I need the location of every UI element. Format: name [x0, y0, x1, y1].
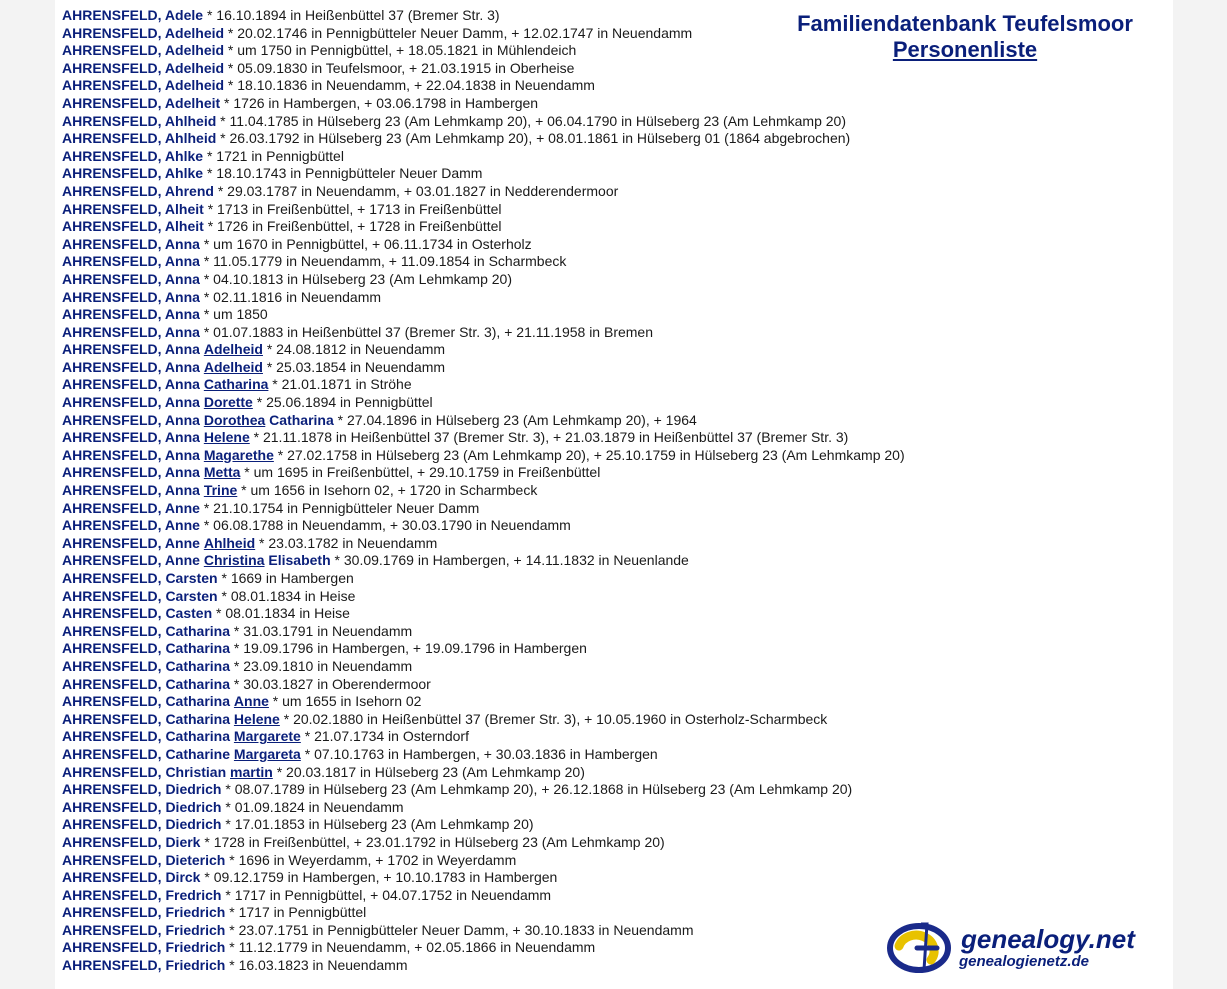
list-item — [62, 922, 962, 940]
person-name: AHRENSFELD, Anne — [62, 517, 200, 534]
list-item — [62, 640, 962, 658]
list-item — [62, 939, 962, 957]
person-name: AHRENSFELD, Adelheit — [62, 94, 221, 111]
extra-given-name: Catharina — [269, 411, 334, 428]
list-item — [62, 852, 962, 870]
person-name: AHRENSFELD, Catharina — [62, 728, 231, 745]
list-item — [62, 376, 962, 394]
person-name: AHRENSFELD, Anna — [62, 306, 200, 323]
person-name: AHRENSFELD, Casten — [62, 605, 213, 622]
life-data: * 1726 in Freißenbüttel, + 1728 in Freißenbüttel — [203, 218, 502, 235]
given-name-link[interactable]: Christina — [203, 552, 265, 569]
life-data: * 08.07.1789 in Hülseberg 23 (Am Lehmkamp 20), + 26.12.1868 in Hülseberg 23 (Am Lehmkamp 20) — [221, 781, 853, 798]
list-item — [62, 517, 962, 535]
person-name: AHRENSFELD, Ahlheid — [62, 130, 217, 147]
given-name-link[interactable]: Adelheid — [203, 358, 263, 375]
life-data: * um 1670 in Pennigbüttel, + 06.11.1734 in Osterholz — [199, 235, 532, 252]
list-item — [62, 289, 962, 307]
person-name: AHRENSFELD, Anne — [62, 499, 200, 516]
person-name: AHRENSFELD, Anne — [62, 534, 200, 551]
list-item — [62, 834, 962, 852]
list-item — [62, 676, 962, 694]
list-item — [62, 113, 962, 131]
life-data: * 1721 in Pennigbüttel — [203, 147, 344, 164]
list-item — [62, 957, 962, 975]
life-data: * 20.02.1880 in Heißenbüttel 37 (Bremer Str. 3), + 10.05.1960 in Osterholz-Scharmbeck — [279, 710, 828, 727]
given-name-link[interactable]: Dorothea — [203, 411, 266, 428]
person-name: AHRENSFELD, Catharina — [62, 693, 231, 710]
list-item — [62, 359, 962, 377]
given-name-link[interactable]: Margarete — [233, 728, 301, 745]
person-name: AHRENSFELD, Catharina — [62, 622, 231, 639]
life-data: * 01.07.1883 in Heißenbüttel 37 (Bremer Str. 3), + 21.11.1958 in Bremen — [199, 323, 654, 340]
genealogy-logo-icon — [887, 920, 953, 974]
person-name: AHRENSFELD, Diedrich — [62, 781, 222, 798]
person-name: AHRENSFELD, Catharina — [62, 640, 231, 657]
life-data: * 04.10.1813 in Hülseberg 23 (Am Lehmkamp 20) — [199, 270, 513, 287]
list-item — [62, 412, 962, 430]
life-data: * 29.03.1787 in Neuendamm, + 03.01.1827 in Nedderendermoor — [213, 182, 619, 199]
life-data: * 30.09.1769 in Hambergen, + 14.11.1832 in Neuenlande — [330, 552, 689, 569]
list-item — [62, 658, 962, 676]
given-name-link[interactable]: Magarethe — [203, 446, 274, 463]
person-name: AHRENSFELD, Ahlke — [62, 165, 204, 182]
person-name: AHRENSFELD, Catharine — [62, 745, 231, 762]
life-data: * 27.02.1758 in Hülseberg 23 (Am Lehmkamp 20), + 25.10.1759 in Hülseberg 23 (Am Lehmkamp 20) — [273, 446, 905, 463]
life-data: * 1726 in Hambergen, + 03.06.1798 in Hambergen — [220, 94, 539, 111]
list-item — [62, 588, 962, 606]
person-name: AHRENSFELD, Anna — [62, 235, 200, 252]
list-item — [62, 236, 962, 254]
person-name: AHRENSFELD, Adele — [62, 7, 204, 23]
life-data: * 1717 in Pennigbüttel, + 04.07.1752 in Neuendamm — [221, 886, 552, 903]
person-name: AHRENSFELD, Anna — [62, 429, 200, 446]
list-item — [62, 482, 962, 500]
person-name: AHRENSFELD, Christian — [62, 763, 227, 780]
list-item — [62, 869, 962, 887]
person-name: AHRENSFELD, Anna — [62, 376, 200, 393]
given-name-link[interactable]: Helene — [233, 710, 280, 727]
list-item — [62, 535, 962, 553]
given-name-link[interactable]: martin — [230, 763, 273, 780]
person-name: AHRENSFELD, Anne — [62, 552, 200, 569]
life-data: * 16.03.1823 in Neuendamm — [225, 957, 408, 974]
list-item — [62, 781, 962, 799]
life-data: * 16.10.1894 in Heißenbüttel 37 (Bremer Str. 3) — [203, 7, 500, 23]
given-name-link[interactable]: Margareta — [233, 745, 301, 762]
list-item — [62, 711, 962, 729]
list-item — [62, 728, 962, 746]
person-name: AHRENSFELD, Adelheid — [62, 59, 225, 76]
life-data: * 21.11.1878 in Heißenbüttel 37 (Bremer Str. 3), + 21.03.1879 in Heißenbüttel 37 (Bremer Str. 3) — [249, 429, 849, 446]
life-data: * 1717 in Pennigbüttel — [225, 904, 367, 921]
life-data: * 01.09.1824 in Neuendamm — [221, 798, 404, 815]
page-title: Familiendatenbank Teufelsmoor — [797, 11, 1133, 36]
personenliste-link[interactable]: Personenliste — [892, 37, 1038, 62]
person-name: AHRENSFELD, Anna — [62, 288, 200, 305]
life-data: * 05.09.1830 in Teufelsmoor, + 21.03.1915 in Oberheise — [224, 59, 575, 76]
life-data: * 02.11.1816 in Neuendamm — [199, 288, 382, 305]
list-item — [62, 447, 962, 465]
life-data: * 18.10.1836 in Neuendamm, + 22.04.1838 in Neuendamm — [224, 77, 595, 94]
person-name: AHRENSFELD, Ahlheid — [62, 112, 217, 129]
life-data: * um 1695 in Freißenbüttel, + 29.10.1759 in Freißenbüttel — [240, 464, 601, 481]
list-item — [62, 623, 962, 641]
person-name: AHRENSFELD, Anna — [62, 394, 200, 411]
life-data: * 08.01.1834 in Heise — [212, 605, 350, 622]
person-name: AHRENSFELD, Dieterich — [62, 851, 226, 868]
given-name-link[interactable]: Catharina — [203, 376, 269, 393]
life-data: * 26.03.1792 in Hülseberg 23 (Am Lehmkamp 20), + 08.01.1861 in Hülseberg 01 (1864 abgebrochen) — [216, 130, 851, 147]
life-data: * 11.05.1779 in Neuendamm, + 11.09.1854 in Scharmbeck — [199, 253, 567, 270]
list-item — [62, 77, 962, 95]
life-data: * 1728 in Freißenbüttel, + 23.01.1792 in Hülseberg 23 (Am Lehmkamp 20) — [200, 833, 665, 850]
given-name-link[interactable]: Anne — [233, 693, 269, 710]
life-data: * 25.06.1894 in Pennigbüttel — [252, 394, 433, 411]
person-name: AHRENSFELD, Carsten — [62, 570, 218, 586]
life-data: * um 1750 in Pennigbüttel, + 18.05.1821 in Mühlendeich — [224, 42, 577, 59]
list-item — [62, 816, 962, 834]
person-name: AHRENSFELD, Catharina — [62, 675, 231, 692]
person-name: AHRENSFELD, Friedrich — [62, 921, 226, 938]
life-data: * 30.03.1827 in Oberendermoor — [230, 675, 431, 692]
person-name: AHRENSFELD, Anna — [62, 482, 200, 499]
life-data: * 17.01.1853 in Hülseberg 23 (Am Lehmkamp 20) — [221, 816, 534, 833]
list-item — [62, 324, 962, 342]
person-name: AHRENSFELD, Catharina — [62, 710, 231, 727]
person-name: AHRENSFELD, Dirck — [62, 869, 201, 886]
list-item — [62, 218, 962, 236]
life-data: * 23.03.1782 in Neuendamm — [255, 534, 438, 551]
life-data: * 1713 in Freißenbüttel, + 1713 in Freißenbüttel — [203, 200, 502, 217]
life-data: * um 1655 in Isehorn 02 — [268, 693, 422, 710]
list-item — [62, 429, 962, 447]
life-data: * 21.01.1871 in Ströhe — [268, 376, 412, 393]
list-item — [62, 746, 962, 764]
life-data: * 20.03.1817 in Hülseberg 23 (Am Lehmkamp 20) — [272, 763, 585, 780]
person-name: AHRENSFELD, Anna — [62, 323, 200, 340]
given-name-link[interactable]: Ahlheid — [203, 534, 256, 551]
person-name: AHRENSFELD, Friedrich — [62, 957, 226, 974]
extra-given-name: Elisabeth — [268, 552, 331, 569]
life-data: * 09.12.1759 in Hambergen, + 10.10.1783 in Hambergen — [200, 869, 558, 886]
logo-name: genealogy.net — [961, 924, 1135, 954]
person-name: AHRENSFELD, Adelheid — [62, 24, 225, 41]
person-name: AHRENSFELD, Friedrich — [62, 939, 226, 956]
person-name: AHRENSFELD, Diedrich — [62, 798, 222, 815]
genealogy-net-logo[interactable] — [887, 920, 1167, 980]
person-name: AHRENSFELD, Adelheid — [62, 42, 225, 59]
list-item — [62, 394, 962, 412]
person-name: AHRENSFELD, Friedrich — [62, 904, 226, 921]
list-item — [62, 148, 962, 166]
person-name: AHRENSFELD, Anna — [62, 464, 200, 481]
list-item — [62, 500, 962, 518]
person-name: AHRENSFELD, Anna — [62, 446, 200, 463]
person-name: AHRENSFELD, Ahlke — [62, 147, 204, 164]
given-name-link[interactable]: Adelheid — [203, 341, 263, 358]
person-name: AHRENSFELD, Anna — [62, 253, 200, 270]
person-name: AHRENSFELD, Anna — [62, 270, 200, 287]
life-data: * 11.12.1779 in Neuendamm, + 02.05.1866 in Neuendamm — [225, 939, 596, 956]
list-item — [62, 764, 962, 782]
list-item — [62, 570, 962, 588]
list-item — [62, 183, 962, 201]
list-item — [62, 306, 962, 324]
given-name-link[interactable]: Trine — [203, 482, 238, 499]
person-list — [62, 7, 962, 975]
life-data: * 11.04.1785 in Hülseberg 23 (Am Lehmkamp 20), + 06.04.1790 in Hülseberg 23 (Am Lehmkamp 20) — [216, 112, 846, 129]
life-data: * 06.08.1788 in Neuendamm, + 30.03.1790 in Neuendamm — [199, 517, 571, 534]
list-item — [62, 201, 962, 219]
life-data: * 21.10.1754 in Pennigbütteler Neuer Damm — [199, 499, 480, 516]
life-data: * um 1850 — [199, 306, 268, 323]
list-item — [62, 95, 962, 113]
list-item — [62, 253, 962, 271]
logo-subname: genealogienetz.de — [959, 953, 1090, 970]
list-item — [62, 552, 962, 570]
life-data: * 31.03.1791 in Neuendamm — [230, 622, 413, 639]
person-name: AHRENSFELD, Adelheid — [62, 77, 225, 94]
person-name: AHRENSFELD, Fredrich — [62, 886, 222, 903]
person-name: AHRENSFELD, Alheit — [62, 218, 204, 235]
life-data: * 18.10.1743 in Pennigbütteler Neuer Damm — [203, 165, 483, 182]
list-item — [62, 130, 962, 148]
life-data: * 24.08.1812 in Neuendamm — [262, 341, 446, 358]
page — [55, 0, 1173, 989]
person-name: AHRENSFELD, Catharina — [62, 657, 231, 674]
person-name: AHRENSFELD, Diedrich — [62, 816, 222, 833]
list-item — [62, 887, 962, 905]
page-header — [770, 11, 1160, 63]
life-data: * um 1656 in Isehorn 02, + 1720 in Scharmbeck — [237, 482, 538, 499]
list-item — [62, 271, 962, 289]
life-data: * 23.09.1810 in Neuendamm — [230, 657, 413, 674]
life-data: * 21.07.1734 in Osterndorf — [300, 728, 469, 745]
given-name-link[interactable]: Helene — [203, 429, 250, 446]
person-name: AHRENSFELD, Anna — [62, 358, 200, 375]
list-item — [62, 693, 962, 711]
list-item — [62, 799, 962, 817]
life-data: * 20.02.1746 in Pennigbütteler Neuer Damm, + 12.02.1747 in Neuendamm — [224, 24, 693, 41]
list-item — [62, 464, 962, 482]
person-name: AHRENSFELD, Ahrend — [62, 182, 214, 199]
person-name: AHRENSFELD, Alheit — [62, 200, 204, 217]
life-data: * 19.09.1796 in Hambergen, + 19.09.1796 in Hambergen — [230, 640, 587, 657]
list-item — [62, 605, 962, 623]
person-name: AHRENSFELD, Dierk — [62, 833, 201, 850]
person-name: AHRENSFELD, Anna — [62, 411, 200, 428]
life-data: * 07.10.1763 in Hambergen, + 30.03.1836 in Hambergen — [300, 745, 658, 762]
life-data: * 1696 in Weyerdamm, + 1702 in Weyerdamm — [225, 851, 517, 868]
person-name: AHRENSFELD, Anna — [62, 341, 200, 358]
list-item — [62, 904, 962, 922]
given-name-link[interactable]: Dorette — [203, 394, 253, 411]
life-data: * 27.04.1896 in Hülseberg 23 (Am Lehmkamp 20), + 1964 — [333, 411, 697, 428]
life-data: * 25.03.1854 in Neuendamm — [262, 358, 446, 375]
list-item — [62, 165, 962, 183]
given-name-link[interactable]: Metta — [203, 464, 241, 481]
life-data: * 23.07.1751 in Pennigbütteler Neuer Damm, + 30.10.1833 in Neuendamm — [225, 921, 694, 938]
life-data: * 1669 in Hambergen — [217, 570, 354, 586]
list-item — [62, 341, 962, 359]
life-data: * 08.01.1834 in Heise — [217, 587, 356, 604]
person-name: AHRENSFELD, Carsten — [62, 587, 218, 604]
